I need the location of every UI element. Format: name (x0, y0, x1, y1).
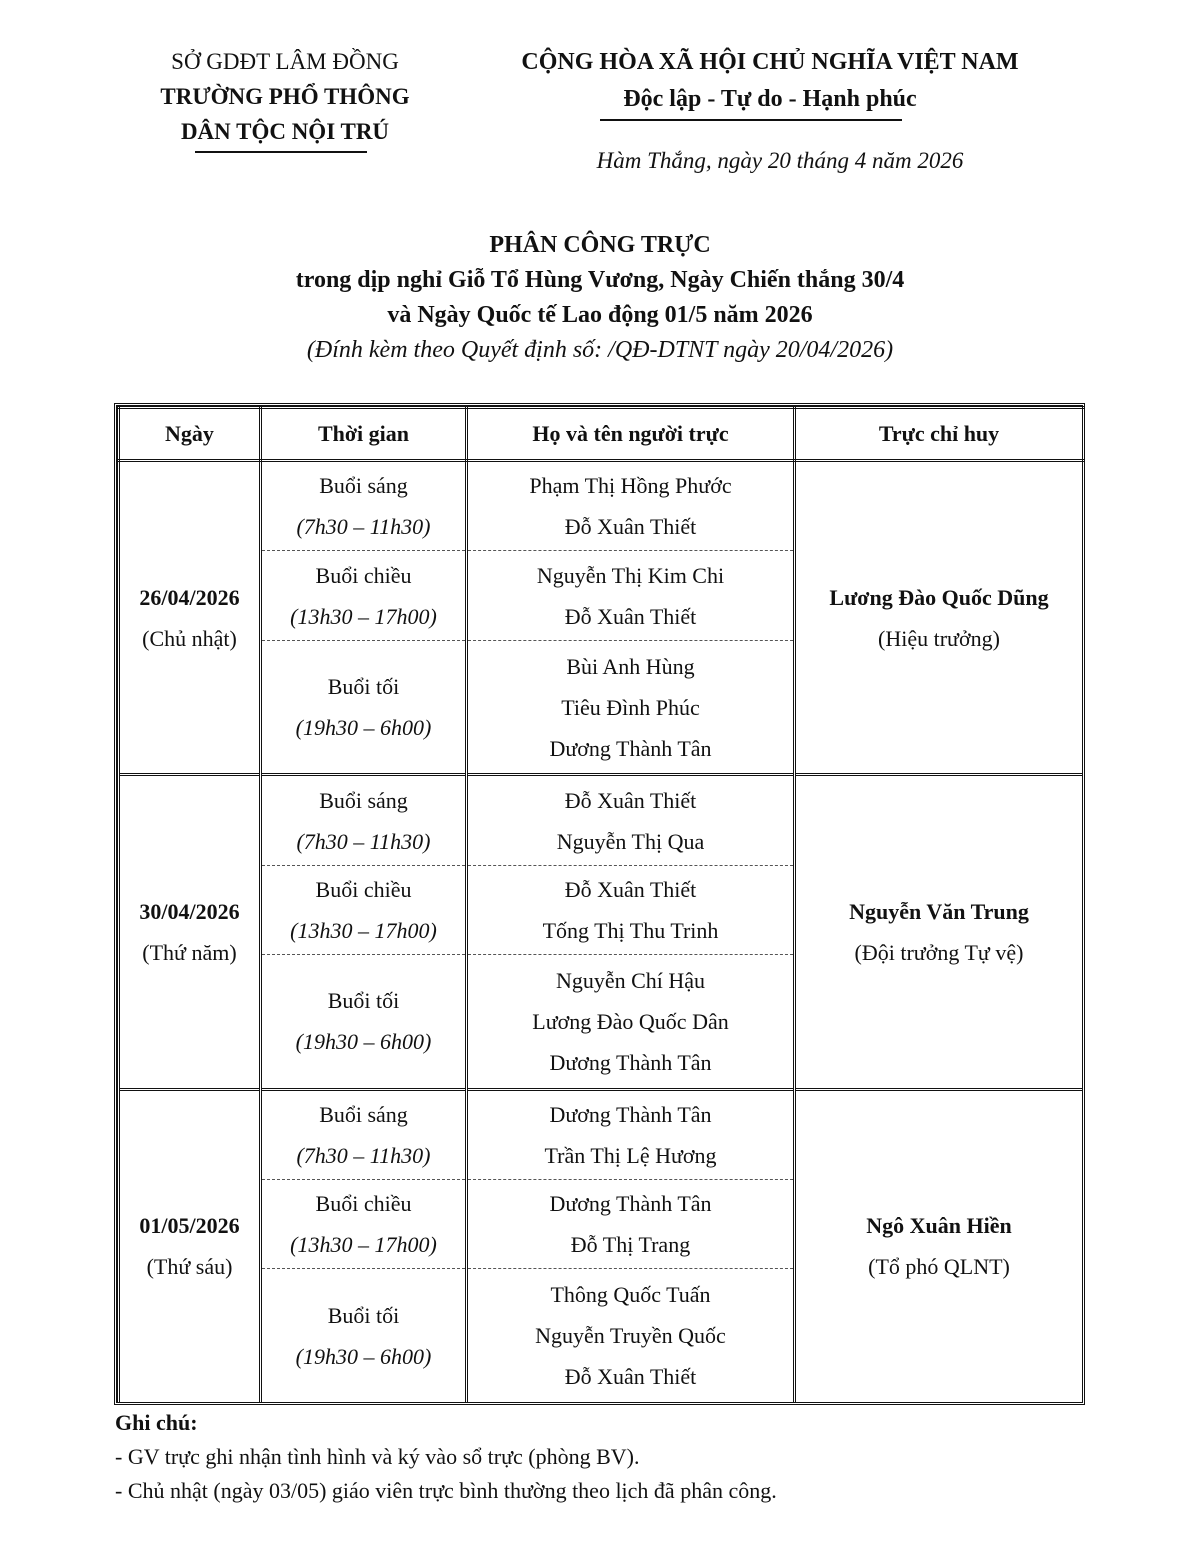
school-name-line2: DÂN TỘC NỘI TRÚ (180, 119, 390, 144)
person-name: Dương Thành Tân (549, 1101, 712, 1127)
duty-table (117, 406, 1085, 1402)
person-name: Nguyễn Chí Hậu (555, 967, 706, 993)
shift-cell (261, 865, 467, 954)
document-title (100, 228, 1100, 368)
note-item: - Chủ nhật (ngày 03/05) giáo viên trực bình thường theo lịch đã phân công. (115, 1478, 777, 1503)
title-line2: trong dịp nghỉ Giỗ Tổ Hùng Vương, Ngày Chiến thắng 30/4 (295, 267, 905, 293)
agency-name: SỞ GDĐT LÂM ĐỒNG (171, 49, 399, 74)
col-header-time: Thời gian (261, 408, 467, 461)
date-cell (119, 1089, 261, 1402)
shift-name: Buổi chiều (315, 876, 412, 902)
shift-time: (19h30 – 6h00) (295, 1029, 432, 1055)
place-date: Hàm Thắng, ngày 20 tháng 4 năm 2026 (596, 148, 964, 173)
commander-cell (795, 775, 1084, 1089)
shift-time: (13h30 – 17h00) (290, 1232, 437, 1258)
person-name: Đỗ Thị Trang (570, 1232, 691, 1258)
shift-name: Buổi tối (327, 988, 400, 1014)
shift-time: (13h30 – 17h00) (290, 917, 437, 943)
duty-weekday: (Chủ nhật) (142, 625, 237, 651)
person-name: Đỗ Xuân Thiết (564, 514, 697, 540)
date-cell (119, 461, 261, 775)
duty-weekday: (Thứ sáu) (146, 1254, 233, 1280)
shift-name: Buổi tối (327, 674, 400, 700)
table-row (119, 775, 1084, 865)
duty-date: 30/04/2026 (139, 898, 240, 924)
col-header-commander: Trực chỉ huy (795, 408, 1084, 461)
notes-section (115, 1406, 1095, 1508)
person-name: Tống Thị Thu Trinh (542, 917, 719, 943)
school-name-line1: TRƯỜNG PHỔ THÔNG (160, 84, 410, 109)
notes-title: Ghi chú: (115, 1410, 198, 1435)
people-cell (467, 461, 795, 551)
shift-cell (261, 461, 467, 551)
people-cell (467, 640, 795, 775)
shift-time: (13h30 – 17h00) (290, 603, 437, 629)
shift-name: Buổi sáng (319, 473, 408, 499)
person-name: Đỗ Xuân Thiết (564, 1364, 697, 1390)
shift-time: (7h30 – 11h30) (296, 514, 431, 540)
motto-underline (600, 119, 902, 121)
shift-name: Buổi sáng (319, 787, 408, 813)
person-name: Tiêu Đình Phúc (561, 694, 700, 720)
header-left-underline (195, 151, 367, 153)
table-header-row (119, 408, 1084, 461)
person-name: Đỗ Xuân Thiết (564, 876, 697, 902)
person-name: Dương Thành Tân (549, 735, 712, 761)
duty-table-frame (114, 403, 1085, 1405)
shift-cell (261, 640, 467, 775)
table-row (119, 1089, 1084, 1179)
commander-role: (Đội trưởng Tự vệ) (854, 939, 1024, 965)
people-cell (467, 551, 795, 640)
person-name: Dương Thành Tân (549, 1191, 712, 1217)
national-header (470, 44, 1070, 118)
shift-cell (261, 775, 467, 865)
person-name: Nguyễn Truyền Quốc (535, 1323, 726, 1349)
person-name: Nguyễn Thị Qua (556, 828, 705, 854)
national-motto: Độc lập - Tự do - Hạnh phúc (623, 86, 917, 112)
shift-name: Buổi tối (327, 1302, 400, 1328)
duty-weekday: (Thứ năm) (142, 939, 237, 965)
person-name: Nguyễn Thị Kim Chi (536, 562, 725, 588)
date-cell (119, 775, 261, 1089)
commander-name: Lương Đào Quốc Dũng (829, 584, 1049, 610)
shift-time: (7h30 – 11h30) (296, 828, 431, 854)
shift-cell (261, 1180, 467, 1269)
shift-cell (261, 1269, 467, 1402)
title-reference: (Đính kèm theo Quyết định số: /QĐ-DTNT ngày 20/04/2026) (306, 337, 894, 363)
shift-cell (261, 955, 467, 1090)
shift-cell (261, 551, 467, 640)
duty-date: 26/04/2026 (139, 584, 240, 610)
title-line3: và Ngày Quốc tế Lao động 01/5 năm 2026 (387, 302, 813, 328)
shift-name: Buổi chiều (315, 562, 412, 588)
table-row (119, 461, 1084, 551)
commander-cell (795, 1089, 1084, 1402)
commander-role: (Hiệu trưởng) (878, 625, 1000, 651)
commander-name: Nguyễn Văn Trung (849, 898, 1029, 924)
shift-time: (19h30 – 6h00) (295, 715, 432, 741)
people-cell (467, 775, 795, 865)
person-name: Thông Quốc Tuấn (550, 1282, 711, 1308)
commander-role: (Tổ phó QLNT) (868, 1254, 1010, 1280)
duty-date: 01/05/2026 (139, 1213, 240, 1239)
people-cell (467, 865, 795, 954)
shift-name: Buổi chiều (315, 1191, 412, 1217)
people-cell (467, 955, 795, 1090)
person-name: Bùi Anh Hùng (566, 653, 695, 679)
commander-cell (795, 461, 1084, 775)
people-cell (467, 1089, 795, 1179)
shift-name: Buổi sáng (319, 1101, 408, 1127)
person-name: Trần Thị Lệ Hương (544, 1142, 717, 1168)
shift-time: (7h30 – 11h30) (296, 1142, 431, 1168)
agency-header (130, 44, 440, 149)
person-name: Lương Đào Quốc Dân (532, 1008, 729, 1034)
people-cell (467, 1269, 795, 1402)
col-header-date: Ngày (119, 408, 261, 461)
commander-name: Ngô Xuân Hiền (866, 1213, 1012, 1239)
shift-cell (261, 1089, 467, 1179)
col-header-people: Họ và tên người trực (467, 408, 795, 461)
shift-time: (19h30 – 6h00) (295, 1343, 432, 1369)
note-item: - GV trực ghi nhận tình hình và ký vào sổ trực (phòng BV). (115, 1444, 640, 1469)
person-name: Đỗ Xuân Thiết (564, 787, 697, 813)
person-name: Đỗ Xuân Thiết (564, 603, 697, 629)
national-title: CỘNG HÒA XÃ HỘI CHỦ NGHĨA VIỆT NAM (521, 49, 1019, 75)
person-name: Dương Thành Tân (549, 1049, 712, 1075)
people-cell (467, 1180, 795, 1269)
title-main: PHÂN CÔNG TRỰC (489, 232, 711, 258)
person-name: Phạm Thị Hồng Phước (529, 473, 732, 499)
